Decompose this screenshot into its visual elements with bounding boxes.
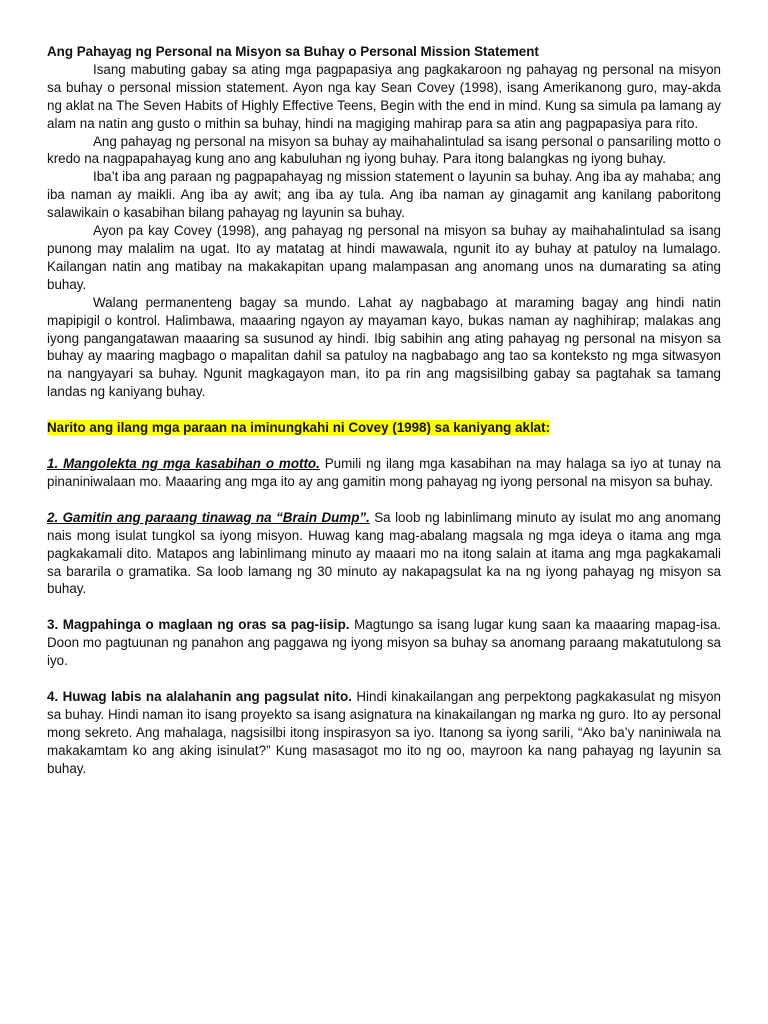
document-page xyxy=(47,43,721,778)
item-body: Magtungo sa isang lugar kung saan ka maaaring mapag-isa. Doon mo pagtuunan ng panahon ang paggawa ng iyong misyon sa buhay sa anomang paraang makatutulong sa iyo. xyxy=(47,617,721,669)
list-item xyxy=(47,688,721,778)
paragraph-tree: Ayon pa kay Covey (1998), ang pahayag ng personal na misyon sa buhay ay maihahalintulad sa isang punong may malalim na ugat. Ito ay matatag at hindi mawawala, ngunit ito ay buhay at patuloy na lumalago. Kailangan natin ang matibay na makakapitan upang malampasan ang anomang unos na dumarating sa ating buhay. xyxy=(47,223,721,292)
list-item xyxy=(47,616,721,670)
document-title: Ang Pahayag ng Personal na Misyon sa Buhay o Personal Mission Statement xyxy=(47,44,539,59)
highlighted-intro xyxy=(47,419,721,437)
paragraph-ways: Iba’t iba ang paraan ng pagpapahayag ng mission statement o layunin sa buhay. Ang iba ay mahaba; ang iba naman ay maikli. Ang iba ay awit; ang iba ay tula. Ang iba naman ay ginagamit ang kanilang paboritong salawikain o kasabihan bilang pahayag ng layunin sa buhay. xyxy=(47,169,721,221)
item-heading: 3. Magpahinga o maglaan ng oras sa pag-iisip. xyxy=(47,617,350,633)
paragraph-motto: Ang pahayag ng personal na misyon sa buhay ay maihahalintulad sa isang personal o pansariling motto o kredo na nagpapahayag kung ano ang kabuluhan ng iyong buhay. Para itong balangkas ng iyong buhay. xyxy=(47,133,721,167)
item-heading: 1. Mangolekta ng mga kasabihan o motto. xyxy=(47,456,320,472)
list-item xyxy=(47,455,721,491)
list-item xyxy=(47,509,721,599)
item-heading: 4. Huwag labis na alalahanin ang pagsulat nito. xyxy=(47,689,352,705)
item-body: Sa loob ng labinlimang minuto ay isulat mo ang anomang nais mong isulat tungkol sa iyong misyon. Huwag kang mag-abalang magsala ng mga ideya o itama ang mga pagkakamali dito. Matapos ang labinlimang minuto ay maaari mo na itong salain at itama ang mga pagkakamali sa bararila o gramatika. Sa loob lamang ng 30 minuto ay nakapagsulat ka na ng iyong pahayag ng misyon sa buhay. xyxy=(47,509,721,597)
item-body: Hindi kinakailangan ang perpektong pagkakasulat ng misyon sa buhay. Hindi naman ito isang proyekto sa isang asignatura na kinakailangan ng marka ng guro. Ito ay personal mong sekreto. Ang mahalaga, nagsisilbi itong inspirasyon sa iyo. Itanong sa iyong sarili, “Ako ba’y naniniwala na makakamtam ko ang aking isinulat?” Kung masasagot mo ito ng oo, mayroon ka nang pahayag ng layunin sa buhay. xyxy=(47,689,721,776)
highlighted-text: Narito ang ilang mga paraan na iminungkahi ni Covey (1998) sa kaniyang aklat: xyxy=(47,420,551,436)
item-body: Pumili ng ilang mga kasabihan na may halaga sa iyo at tunay na pinaniniwalaan mo. Maaaring ang mga ito ay ang gamitin mong pahayag ng iyong personal na misyon sa buhay. xyxy=(47,456,722,489)
paragraph-change: Walang permanenteng bagay sa mundo. Lahat ay nagbabago at maraming bagay ang hindi natin mapipigil o kontrol. Halimbawa, maaaring ngayon ay mayaman kayo, bukas naman ay naghihirap; malakas ang iyong pangangatawan maaaring sa susunod ay hindi. Ibig sabihin ang ating pahayag ng personal na misyon sa buhay ay maaring magbago o mapalitan dahil sa patuloy na nagbabago ang tao sa konteksto ng mga sitwasyon na nangyayari sa buhay. Ngunit magkagayon man, ito pa rin ang magsisilbing gabay sa pagtahak sa tamang landas ng kaniyang buhay. xyxy=(47,294,721,400)
paragraph-intro: Isang mabuting gabay sa ating mga pagpapasiya ang pagkakaroon ng pahayag ng personal na misyon sa buhay o personal mission statement. Ayon nga kay Sean Covey (1998), isang Amerikanong guro, may-akda ng aklat na The Seven Habits of Highly Effective Teens, Begin with the end in mind. Kung sa simula pa lamang ay alam na natin ang gusto o mithin sa buhay, hindi na magiging mahirap para sa atin ang pagpapasiya para rito. xyxy=(47,61,721,131)
item-heading: 2. Gamitin ang paraang tinawag na “Brain Dump”. xyxy=(47,509,370,525)
